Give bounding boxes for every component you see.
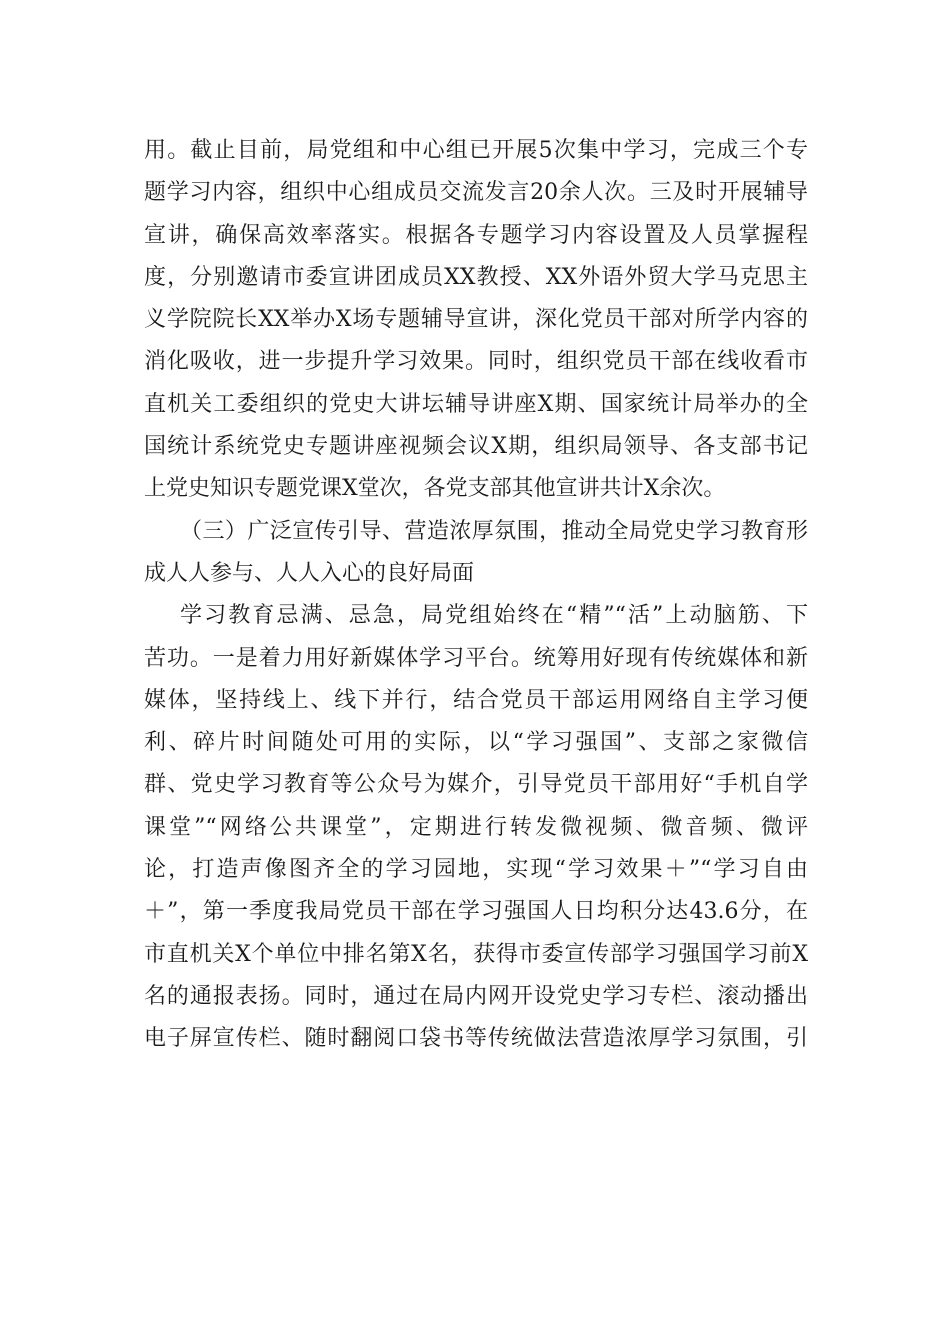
text-line: 直机关工委组织的党史大讲坛辅导讲座X期、国家统计局举办的全 [144, 391, 808, 417]
text-line: 宣讲，确保高效率落实。根据各专题学习内容设置及人员掌握程 [144, 222, 808, 248]
text-line: 课堂”“网络公共课堂”，定期进行转发微视频、微音频、微评 [144, 814, 808, 840]
section-heading-line: 成人人参与、人人入心的良好局面 [144, 560, 475, 586]
text-line: 电子屏宣传栏、随时翻阅口袋书等传统做法营造浓厚学习氛围，引 [144, 1026, 808, 1052]
text-line: 媒体，坚持线上、线下并行，结合党员干部运用网络自主学习便 [144, 687, 808, 713]
text-line: 义学院院长XX举办X场专题辅导宣讲，深化党员干部对所学内容的 [144, 307, 808, 333]
text-line: 市直机关X个单位中排名第X名，获得市委宣传部学习强国学习前X [144, 941, 808, 967]
text-line: 题学习内容，组织中心组成员交流发言20余人次。三及时开展辅导 [144, 180, 808, 206]
text-line: 学习教育忌满、忌急，局党组始终在“精”“活”上动脑筋、下 [180, 603, 808, 629]
text-line: 用。截止目前，局党组和中心组已开展5次集中学习，完成三个专 [144, 138, 808, 163]
text-line: 消化吸收，进一步提升学习效果。同时，组织党员干部在线收看市 [144, 349, 808, 375]
text-line: 度，分别邀请市委宣讲团成员XX教授、XX外语外贸大学马克思主 [144, 264, 808, 290]
text-line: ＋”，第一季度我局党员干部在学习强国人日均积分达43.6分，在 [144, 899, 808, 925]
text-line: 上党史知识专题党课X堂次，各党支部其他宣讲共计X余次。 [144, 476, 726, 502]
text-line: 名的通报表扬。同时，通过在局内网开设党史学习专栏、滚动播出 [144, 983, 808, 1009]
section-heading-line: （三）广泛宣传引导、营造浓厚氛围，推动全局党史学习教育形 [180, 518, 808, 544]
text-line: 国统计系统党史专题讲座视频会议X期，组织局领导、各支部书记 [144, 434, 808, 460]
body-text [144, 130, 808, 1061]
text-line: 苦功。一是着力用好新媒体学习平台。统筹用好现有传统媒体和新 [144, 645, 808, 671]
text-line: 论，打造声像图齐全的学习园地，实现“学习效果＋”“学习自由 [144, 857, 808, 883]
text-line: 群、党史学习教育等公众号为媒介，引导党员干部用好“手机自学 [144, 772, 808, 798]
text-line: 利、碎片时间随处可用的实际，以“学习强国”、支部之家微信 [144, 730, 808, 756]
